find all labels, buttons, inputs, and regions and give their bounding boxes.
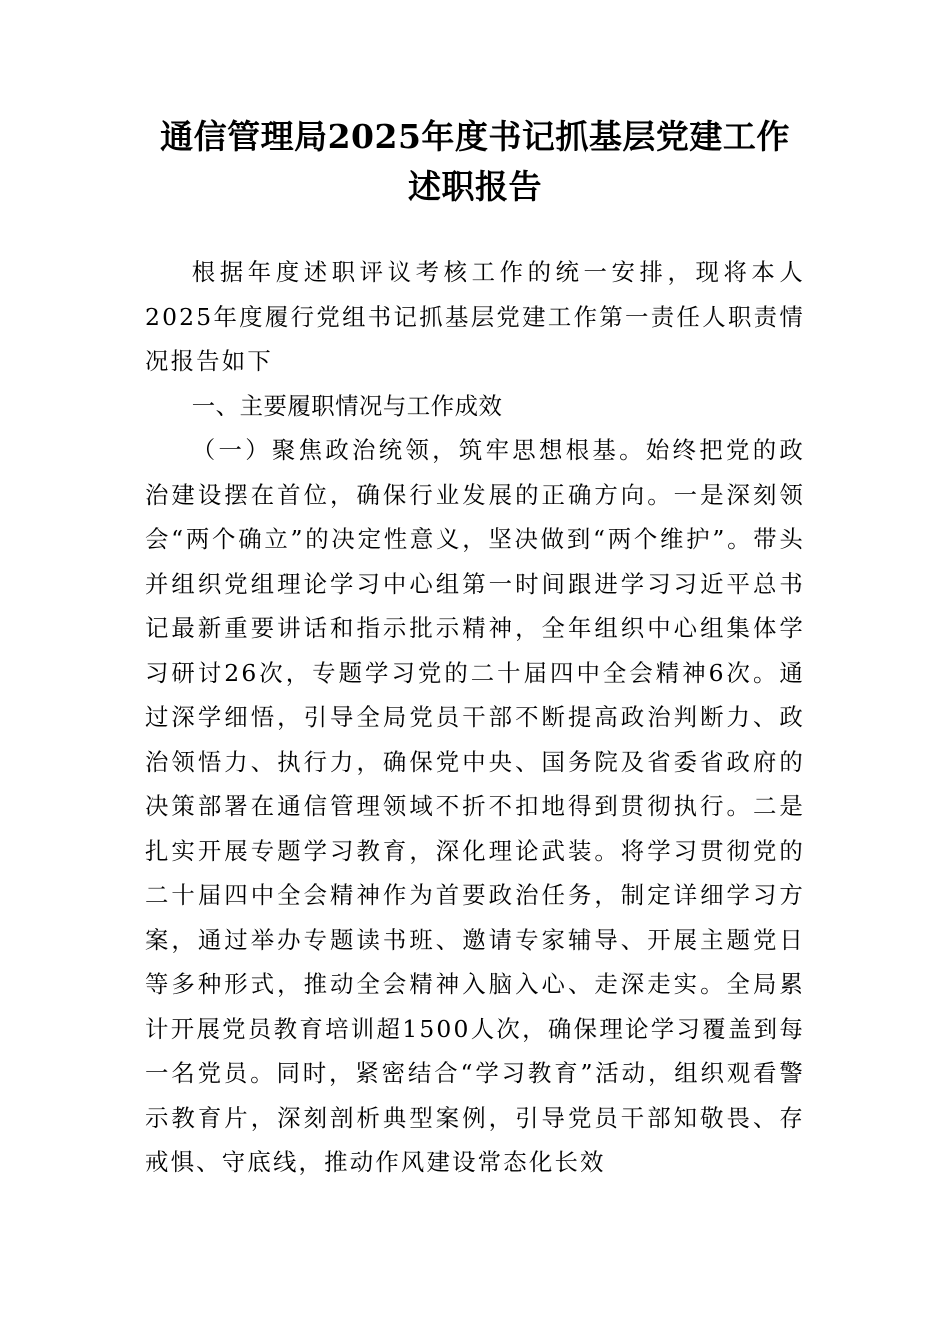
document-body bbox=[145, 250, 805, 1185]
document-title bbox=[130, 112, 820, 212]
title-line-2: 述职报告 bbox=[408, 167, 542, 206]
title-line-1: 通信管理局2025年度书记抓基层党建工作 bbox=[160, 117, 790, 156]
intro-paragraph: 根据年度述职评议考核工作的统一安排，现将本人2025年度履行党组书记抓基层党建工作第一责任人职责情况报告如下 bbox=[145, 258, 805, 375]
section-heading: 一、主要履职情况与工作成效 bbox=[191, 391, 503, 420]
body-paragraph: （一）聚焦政治统领，筑牢思想根基。始终把党的政治建设摆在首位，确保行业发展的正确方向。一是深刻领会“两个确立”的决定性意义，坚决做到“两个维护”。带头并组织党组理论学习中心组第一时间跟进学习习近平总书记最新重要讲话和指示批示精神，全年组织中心组集体学习研讨26次，专题学习党的二十届四中全会精神6次。通过深学细悟，引导全局党员干部不断提高政治判断力、政治领悟力、执行力，确保党中央、国务院及省委省政府的决策部署在通信管理领域不折不扣地得到贯彻执行。二是扎实开展专题学习教育，深化理论武装。将学习贯彻党的二十届四中全会精神作为首要政治任务，制定详细学习方案，通过举办专题读书班、邀请专家辅导、开展主题党日等多种形式，推动全会精神入脑入心、走深走实。全局累计开展党员教育培训超1500人次，确保理论学习覆盖到每一名党员。同时，紧密结合“学习教育”活动，组织观看警示教育片，深刻剖析典型案例，引导党员干部知敬畏、存戒惧、守底线，推动作风建设常态化长效 bbox=[145, 436, 805, 1176]
